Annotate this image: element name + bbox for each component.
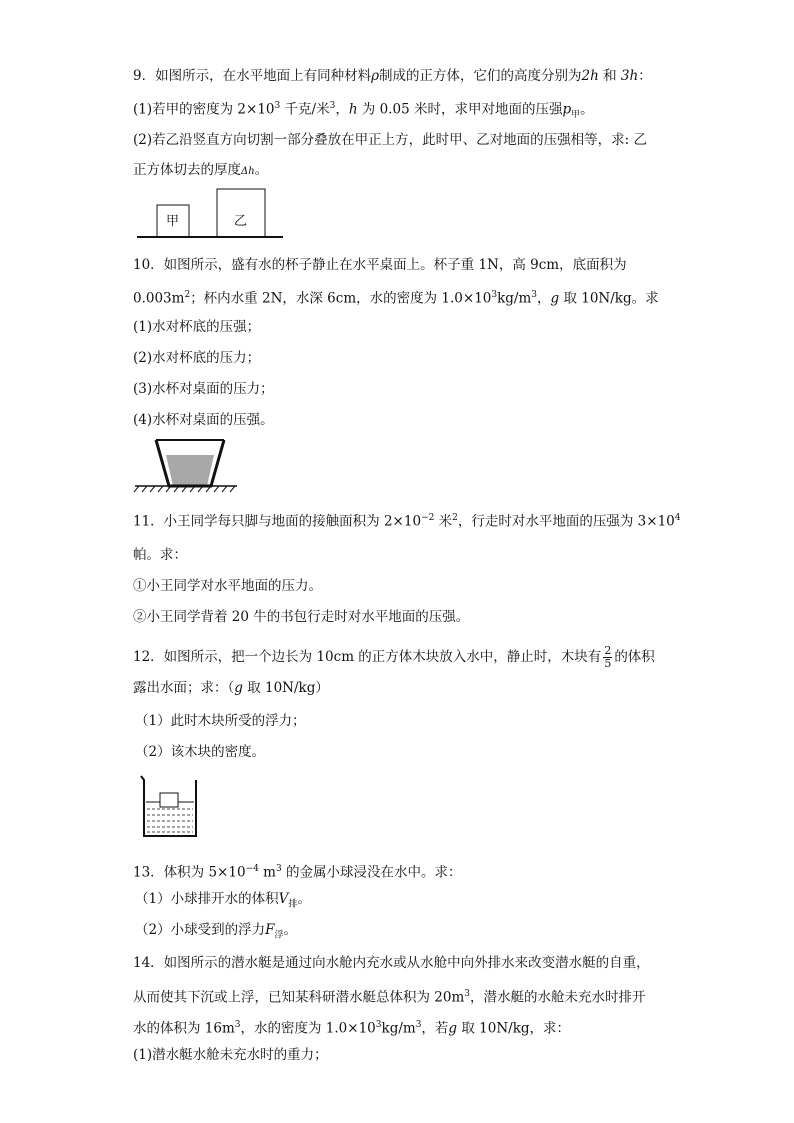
q14-sub1: (1)潜水艇水舱未充水时的重力； [133,1047,328,1063]
q12-stem-line2: 露出水面；求：（g 取 10N/kg） [133,680,329,696]
q10-stem-line2: $0.003m^2$；杯内水重 2N，水深 6cm，水的密度为 $1.0\times 10^3kg/m^3$，g 取 10N/kg。求 [133,290,659,307]
q10-sub1: (1)水对杯底的压强； [133,319,261,335]
cube-jia-label: 甲 [166,214,180,229]
q12-sub2: （2）该木块的密度。 [135,744,266,760]
q14-stem-line2: 从而使其下沉或上浮，已知某科研潜水艇总体积为 $20m^3$，潜水艇的水舱未充水时排开 [133,989,646,1006]
cube-yi-label: 乙 [234,214,248,229]
q14-stem-line3: 水的体积为 $16m^3$，水的密度为 $1.0\times 10^3kg/m^3$，若g 取 10N/kg，求： [133,1020,571,1037]
q10-sub4: (4)水杯对桌面的压强。 [133,412,274,428]
figure-cup [133,436,241,494]
q10-sub2: (2)水对杯底的压力； [133,350,261,366]
cup-drawing [133,436,241,494]
q13-sub2: （2）小球受到的浮力$F_浮$。 [135,922,297,941]
q11-stem-line2: 帕。求： [133,547,187,563]
q12-sub1: （1）此时木块所受的浮力； [135,713,306,729]
q12-stem-line1: 12．如图所示，把一个边长为 10cm 的正方体木块放入水中，静止时，木块有 $\frac{2}{5}$ 的体积 [133,644,655,670]
cubes-drawing [133,186,285,242]
q10-sub3: (3)水杯对桌面的压力； [133,381,274,397]
figure-beaker [138,772,200,842]
figure-cubes [133,186,285,242]
fraction-two-fifths: $\frac{2}{5}$ [604,644,612,670]
q14-stem-line1: 14．如图所示的潜水艇是通过向水舱内充水或从水舱中向外排水来改变潜水艇的自重， [133,955,650,971]
q9-stem: 9．如图所示，在水平地面上有同种材料ρ制成的正方体，它们的高度分别为2h 和 3h： [133,68,652,84]
q13-sub1: （1）小球排开水的体积$V_排$。 [135,891,311,910]
q11-stem-line1: 11．小王同学每只脚与地面的接触面积为 $2\times 10^{-2}$ 米$^2$，行走时对水平地面的压强为 $3\times 10^4$ [133,513,681,530]
q9-part1: (1)若甲的密度为 $2\times 10^3$ 千克/米$^3$，h 为 0.05 米时，求甲对地面的压强$p_甲$。 [133,101,594,121]
q11-sub1: ①小王同学对水平地面的压力。 [133,578,322,594]
q10-stem-line1: 10．如图所示，盛有水的杯子静止在水平桌面上。杯子重 1N，高 9cm，底面积为 [133,257,627,273]
q9-part2-line2: 正方体切去的厚度Δh。 [133,162,269,178]
q9-part2-line1: (2)若乙沿竖直方向切割一部分叠放在甲正上方，此时甲、乙对地面的压强相等，求: 乙 [133,132,647,148]
beaker-drawing [138,772,200,842]
q13-stem: 13．体积为 $5\times 10^{-4}$ $m^3$ 的金属小球浸没在水中。求： [133,864,462,881]
q11-sub2: ②小王同学背着 20 牛的书包行走时对水平地面的压强。 [133,609,470,625]
